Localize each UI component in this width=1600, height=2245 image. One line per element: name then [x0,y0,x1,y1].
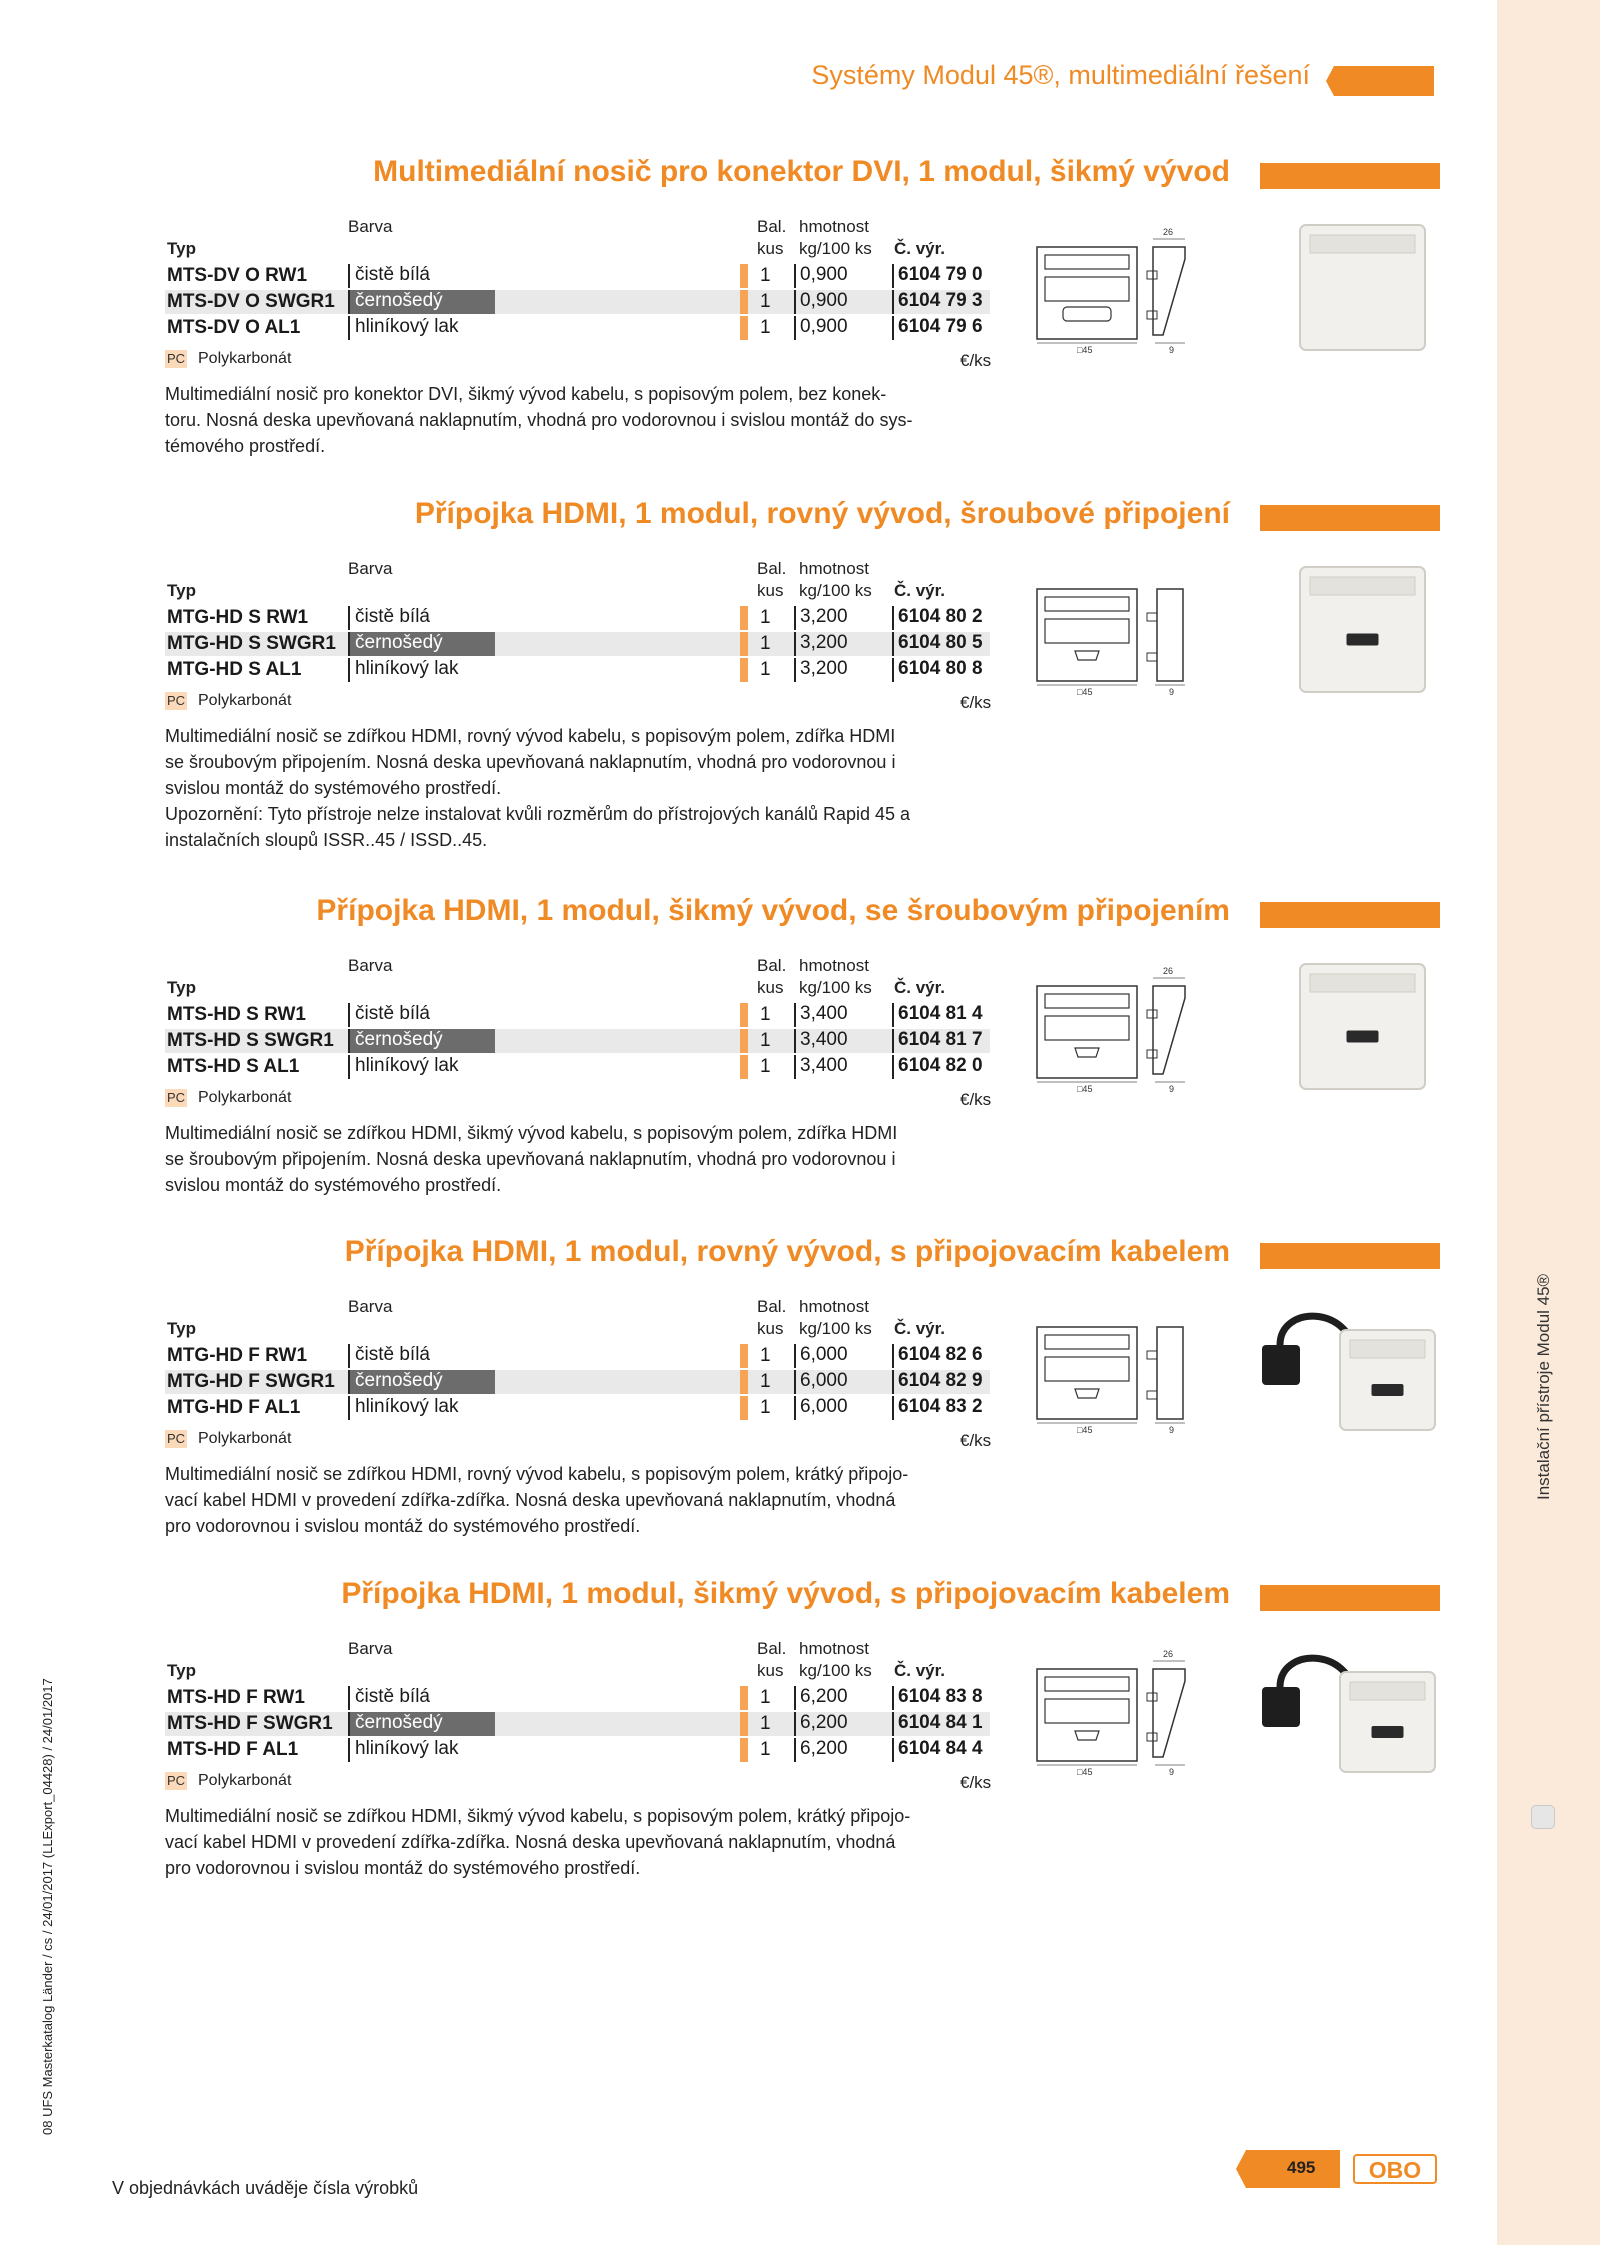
description-line: svislou montáž do systémového prostředí. [165,778,502,798]
description-line: témového prostředí. [165,436,326,456]
col-header-hmotnost-top: hmotnost [799,1297,869,1316]
product-type: MTG-HD F SWGR1 [167,1371,335,1392]
product-photo [1260,205,1445,375]
col-header-hmotnost-top: hmotnost [799,559,869,578]
print-info: 08 UFS Masterkatalog Länder / cs / 24/01/2017 (LLExport_04428) / 24/01/2017 [40,1678,55,2135]
package-qty: 1 [760,633,771,654]
material-code-badge: PC [166,351,186,366]
col-header-hmotnost-top: hmotnost [799,217,869,236]
dim-depth: 9 [1169,1084,1175,1094]
description-line: pro vodorovnou i svislou montáž do systémového prostředí. [165,1858,641,1878]
package-qty: 1 [760,1056,771,1077]
product-type: MTS-HD S RW1 [167,1004,306,1025]
col-header-bal-top: Bal. [757,559,787,578]
product-row [165,632,990,656]
dim-width: □45 [1077,1084,1093,1094]
description-line: se šroubovým připojením. Nosná deska upevňovaná naklapnutím, vhodná pro vodorovnou i [165,752,896,772]
col-header-hmotnost-bottom: kg/100 ks [799,978,872,997]
product-description [165,1803,1010,1881]
section-title: Přípojka HDMI, 1 modul, rovný vývod, s připojovacím kabelem [344,1235,1230,1268]
col-header-barva: Barva [348,217,393,236]
row-marker [740,290,748,314]
row-marker [740,1712,748,1736]
col-header-hmotnost-bottom: kg/100 ks [799,1661,872,1680]
row-marker [740,264,748,288]
weight: 3,200 [794,658,880,682]
package-qty: 1 [760,1739,771,1760]
article-number: 6104 82 6 [892,1344,994,1368]
weight: 3,400 [794,1055,880,1079]
product-photo [1260,1285,1445,1455]
row-marker [740,1344,748,1368]
product-row [165,1370,990,1394]
weight: 6,000 [794,1370,880,1394]
section-title: Přípojka HDMI, 1 modul, šikmý vývod, s připojovacím kabelem [341,1577,1230,1610]
dim-width: □45 [1077,345,1093,355]
dim-depth: 9 [1169,687,1175,697]
col-header-typ: Typ [167,978,196,997]
row-marker [740,1003,748,1027]
col-header-hmotnost-top: hmotnost [799,956,869,975]
product-type: MTS-HD S SWGR1 [167,1030,334,1051]
material-name: Polykarbonát [198,1430,292,1447]
col-header-cislo: Č. výr. [894,581,946,600]
section-title: Multimediální nosič pro konektor DVI, 1 modul, šikmý vývod [373,155,1230,188]
page-header-title: Systémy Modul 45®, multimediální řešení [811,60,1310,90]
technical-drawing [1035,567,1210,697]
package-qty: 1 [760,291,771,312]
product-color: černošedý [348,632,495,656]
package-qty: 1 [760,1687,771,1708]
dim-top: 26 [1163,1649,1174,1659]
material-name: Polykarbonát [198,1089,292,1106]
product-row [165,658,990,682]
section-accent-bar [1260,902,1440,928]
article-number: 6104 79 3 [892,290,994,314]
package-qty: 1 [760,1004,771,1025]
weight: 0,900 [794,290,880,314]
price-unit: €/ks [960,1090,992,1109]
technical-drawing [1035,1647,1210,1777]
product-type: MTS-DV O RW1 [167,265,308,286]
product-color: čistě bílá [348,1344,495,1368]
dim-top: 26 [1163,966,1174,976]
svg-text:OBO: OBO [1368,2157,1422,2183]
package-qty: 1 [760,1030,771,1051]
section-accent-bar [1260,505,1440,531]
product-row [165,1712,990,1736]
description-line: Multimediální nosič se zdířkou HDMI, rovný vývod kabelu, s popisovým polem, krátký připojo- [165,1464,909,1484]
row-marker [740,606,748,630]
col-header-typ: Typ [167,239,196,258]
product-row [165,290,990,314]
col-header-bal-bottom: kus [757,1319,784,1338]
col-header-typ: Typ [167,1661,196,1680]
article-number: 6104 84 4 [892,1738,994,1762]
description-line: svislou montáž do systémového prostředí. [165,1175,502,1195]
article-number: 6104 81 7 [892,1029,994,1053]
technical-drawing [1035,1305,1210,1435]
col-header-cislo: Č. výr. [894,1661,946,1680]
weight: 3,200 [794,606,880,630]
dim-depth: 9 [1169,1425,1175,1435]
product-row [165,1029,990,1053]
section-title: Přípojka HDMI, 1 modul, rovný vývod, šroubové připojení [414,497,1230,530]
row-marker [740,1686,748,1710]
material-code-badge: PC [166,1090,186,1105]
description-line: vací kabel HDMI v provedení zdířka-zdířka. Nosná deska upevňovaná naklapnutím, vhodná [165,1832,896,1852]
material-name: Polykarbonát [198,1772,292,1789]
product-color: čistě bílá [348,1686,495,1710]
obo-logo [1353,2149,1437,2189]
description-line: Multimediální nosič se zdířkou HDMI, šikmý vývod kabelu, s popisovým polem, krátký připojo- [165,1806,911,1826]
side-strip [1497,0,1600,2245]
weight: 0,900 [794,316,880,340]
weight: 6,000 [794,1396,880,1420]
product-type: MTS-HD F RW1 [167,1687,305,1708]
article-number: 6104 79 6 [892,316,994,340]
product-row [165,1055,990,1079]
weight: 6,200 [794,1738,880,1762]
section-accent-bar [1260,163,1440,189]
package-qty: 1 [760,265,771,286]
section-accent-bar [1260,1585,1440,1611]
package-qty: 1 [760,607,771,628]
description-line: Upozornění: Tyto přístroje nelze instalovat kvůli rozměrům do přístrojových kanálů Rapid 45 a [165,804,911,824]
product-photo [1260,1627,1445,1797]
material-code-badge: PC [166,1773,186,1788]
product-color: černošedý [348,1712,495,1736]
description-line: toru. Nosná deska upevňovaná naklapnutím, vhodná pro vodorovnou i svislou montáž do sys- [165,410,913,430]
product-description [165,1120,1010,1198]
col-header-bal-bottom: kus [757,1661,784,1680]
article-number: 6104 84 1 [892,1712,994,1736]
col-header-cislo: Č. výr. [894,239,946,258]
weight: 0,900 [794,264,880,288]
material-name: Polykarbonát [198,350,292,367]
section-title: Přípojka HDMI, 1 modul, šikmý vývod, se šroubovým připojením [316,894,1230,927]
article-number: 6104 80 2 [892,606,994,630]
dim-width: □45 [1077,1767,1093,1777]
description-line: instalačních sloupů ISSR..45 / ISSD..45. [165,830,488,850]
row-marker [740,1029,748,1053]
article-number: 6104 79 0 [892,264,994,288]
side-label: Instalační přístroje Modul 45® [1534,1273,1553,1500]
product-color: čistě bílá [348,264,495,288]
weight: 3,200 [794,632,880,656]
socket-icon [1531,1805,1555,1829]
description-line: vací kabel HDMI v provedení zdířka-zdířka. Nosná deska upevňovaná naklapnutím, vhodná [165,1490,896,1510]
section-hdmi-angled-screw [165,894,1440,1254]
row-marker [740,1738,748,1762]
product-row [165,264,990,288]
product-type: MTG-HD F RW1 [167,1345,308,1366]
package-qty: 1 [760,1345,771,1366]
product-row [165,1396,990,1420]
product-row [165,316,990,340]
price-unit: €/ks [960,351,992,370]
product-row [165,1686,990,1710]
col-header-bal-top: Bal. [757,217,787,236]
description-line: pro vodorovnou i svislou montáž do systémového prostředí. [165,1516,641,1536]
product-type: MTS-DV O SWGR1 [167,291,335,312]
material-code-badge: PC [166,1431,186,1446]
product-type: MTS-HD F AL1 [167,1739,299,1760]
col-header-hmotnost-bottom: kg/100 ks [799,239,872,258]
article-number: 6104 83 8 [892,1686,994,1710]
col-header-bal-bottom: kus [757,581,784,600]
product-photo [1260,547,1445,717]
product-description [165,381,1010,459]
col-header-barva: Barva [348,1297,393,1316]
price-unit: €/ks [960,1431,992,1450]
row-marker [740,1370,748,1394]
weight: 6,200 [794,1712,880,1736]
article-number: 6104 81 4 [892,1003,994,1027]
product-color: černošedý [348,1370,495,1394]
product-color: černošedý [348,290,495,314]
article-number: 6104 80 8 [892,658,994,682]
product-type: MTG-HD F AL1 [167,1397,301,1418]
product-type: MTG-HD S AL1 [167,659,302,680]
product-color: čistě bílá [348,606,495,630]
col-header-bal-top: Bal. [757,1639,787,1658]
product-color: hliníkový lak [348,316,495,340]
technical-drawing [1035,964,1210,1094]
row-marker [740,658,748,682]
product-type: MTS-HD S AL1 [167,1056,300,1077]
product-photo [1260,944,1445,1114]
article-number: 6104 80 5 [892,632,994,656]
dim-depth: 9 [1169,345,1175,355]
product-type: MTS-DV O AL1 [167,317,301,338]
product-color: černošedý [348,1029,495,1053]
product-color: hliníkový lak [348,1055,495,1079]
row-marker [740,316,748,340]
section-hdmi-angled-cable [165,1577,1440,1937]
col-header-hmotnost-bottom: kg/100 ks [799,581,872,600]
col-header-typ: Typ [167,581,196,600]
dim-depth: 9 [1169,1767,1175,1777]
package-qty: 1 [760,1713,771,1734]
section-hdmi-straight-screw [165,497,1440,857]
section-dvi-angled [165,155,1440,515]
col-header-cislo: Č. výr. [894,978,946,997]
col-header-bal-top: Bal. [757,1297,787,1316]
product-type: MTS-HD F SWGR1 [167,1713,333,1734]
weight: 6,200 [794,1686,880,1710]
product-color: čistě bílá [348,1003,495,1027]
row-marker [740,1396,748,1420]
product-type: MTG-HD S RW1 [167,607,309,628]
product-description [165,1461,1010,1539]
package-qty: 1 [760,659,771,680]
technical-drawing [1035,225,1210,355]
product-row [165,1738,990,1762]
dim-width: □45 [1077,1425,1093,1435]
col-header-hmotnost-top: hmotnost [799,1639,869,1658]
package-qty: 1 [760,1371,771,1392]
section-accent-bar [1260,1243,1440,1269]
col-header-hmotnost-bottom: kg/100 ks [799,1319,872,1338]
price-unit: €/ks [960,1773,992,1792]
article-number: 6104 82 0 [892,1055,994,1079]
col-header-barva: Barva [348,559,393,578]
product-color: hliníkový lak [348,1738,495,1762]
weight: 3,400 [794,1029,880,1053]
dim-top: 26 [1163,227,1174,237]
description-line: Multimediální nosič se zdířkou HDMI, rovný vývod kabelu, s popisovým polem, zdířka HDMI [165,726,896,746]
col-header-barva: Barva [348,956,393,975]
product-description [165,723,1010,853]
col-header-typ: Typ [167,1319,196,1338]
material-name: Polykarbonát [198,692,292,709]
article-number: 6104 82 9 [892,1370,994,1394]
col-header-bal-bottom: kus [757,239,784,258]
col-header-cislo: Č. výr. [894,1319,946,1338]
col-header-barva: Barva [348,1639,393,1658]
header-flag-icon [1326,66,1434,96]
row-marker [740,1055,748,1079]
weight: 6,000 [794,1344,880,1368]
section-hdmi-straight-cable [165,1235,1440,1595]
page-number: 495 [1287,2158,1316,2177]
dim-width: □45 [1077,687,1093,697]
description-line: Multimediální nosič se zdířkou HDMI, šikmý vývod kabelu, s popisovým polem, zdířka HDMI [165,1123,898,1143]
row-marker [740,632,748,656]
product-row [165,606,990,630]
col-header-bal-bottom: kus [757,978,784,997]
package-qty: 1 [760,317,771,338]
product-color: hliníkový lak [348,658,495,682]
article-number: 6104 83 2 [892,1396,994,1420]
col-header-bal-top: Bal. [757,956,787,975]
weight: 3,400 [794,1003,880,1027]
package-qty: 1 [760,1397,771,1418]
product-color: hliníkový lak [348,1396,495,1420]
description-line: Multimediální nosič pro konektor DVI, šikmý vývod kabelu, s popisovým polem, bez konek- [165,384,887,404]
product-type: MTG-HD S SWGR1 [167,633,336,654]
order-note: V objednávkách uváděje čísla výrobků [112,2178,419,2198]
description-line: se šroubovým připojením. Nosná deska upevňovaná naklapnutím, vhodná pro vodorovnou i [165,1149,896,1169]
product-row [165,1003,990,1027]
price-unit: €/ks [960,693,992,712]
product-row [165,1344,990,1368]
material-code-badge: PC [166,693,186,708]
